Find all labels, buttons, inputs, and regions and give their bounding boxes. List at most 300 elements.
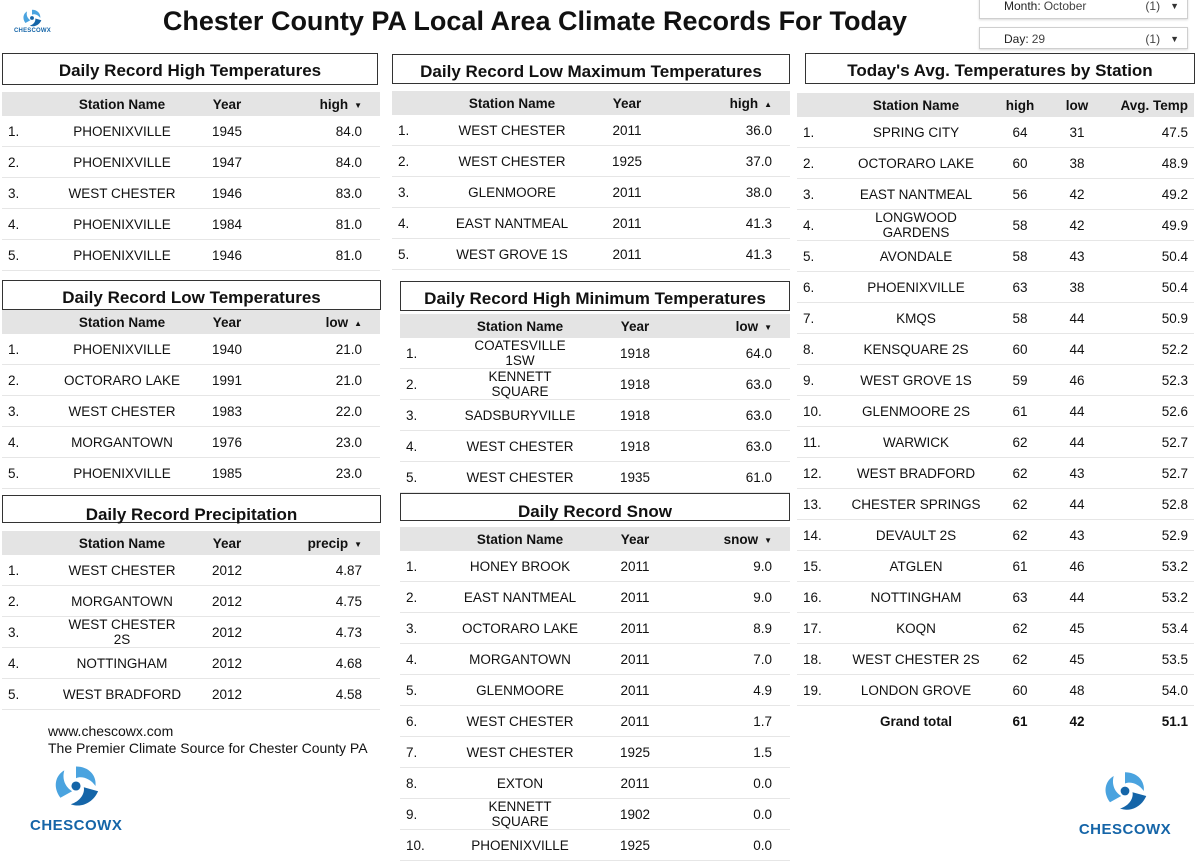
row-number: 12. xyxy=(797,458,841,489)
column-header-value[interactable] xyxy=(682,91,790,115)
table-row xyxy=(2,334,380,365)
record-year: 2011 xyxy=(580,644,690,675)
record-value: 4.73 xyxy=(272,617,380,648)
column-header-high[interactable]: high xyxy=(991,93,1049,117)
table-row xyxy=(797,148,1194,179)
station-name: SPRING CITY xyxy=(841,117,991,148)
low-value: 46 xyxy=(1049,551,1105,582)
row-number: 4. xyxy=(2,648,62,679)
low-value: 45 xyxy=(1049,613,1105,644)
table-row xyxy=(400,737,790,768)
table-row xyxy=(2,209,380,240)
station-name: PHOENIXVILLE xyxy=(460,830,580,861)
row-number: 1. xyxy=(392,115,452,146)
high-value: 58 xyxy=(991,303,1049,334)
record-year: 1902 xyxy=(580,799,690,830)
row-number: 10. xyxy=(400,830,460,861)
row-number: 3. xyxy=(2,396,62,427)
table-row xyxy=(400,338,790,369)
record-year: 1918 xyxy=(580,369,690,400)
record-value: 4.58 xyxy=(272,679,380,710)
low-value: 45 xyxy=(1049,644,1105,675)
station-name: WEST CHESTER xyxy=(452,115,572,146)
record-year: 2011 xyxy=(572,115,682,146)
column-header-low[interactable]: low xyxy=(1049,93,1105,117)
row-number: 8. xyxy=(797,334,841,365)
row-number: 5. xyxy=(400,675,460,706)
station-name: WEST GROVE 1S xyxy=(452,239,572,270)
record-year: 2012 xyxy=(182,648,272,679)
record-value: 83.0 xyxy=(272,178,380,209)
station-name: NOTTINGHAM xyxy=(841,582,991,613)
record-value: 0.0 xyxy=(690,799,790,830)
avg-value: 53.2 xyxy=(1105,551,1194,582)
tagline: The Premier Climate Source for Chester County PA xyxy=(48,740,368,756)
record-value: 61.0 xyxy=(690,462,790,493)
station-name: PHOENIXVILLE xyxy=(62,209,182,240)
row-number: 4. xyxy=(392,208,452,239)
column-header-label: Year xyxy=(212,96,242,112)
column-header-station[interactable] xyxy=(62,310,182,334)
record-value: 36.0 xyxy=(682,115,790,146)
row-number: 3. xyxy=(400,613,460,644)
record-value: 23.0 xyxy=(272,427,380,458)
table-row xyxy=(797,644,1194,675)
avg-value: 53.5 xyxy=(1105,644,1194,675)
row-number: 5. xyxy=(797,241,841,272)
header-row xyxy=(392,91,790,115)
station-name: SADSBURYVILLE xyxy=(460,400,580,431)
column-header-avg[interactable]: Avg. Temp xyxy=(1105,93,1194,117)
avg-value: 52.8 xyxy=(1105,489,1194,520)
high-value: 61 xyxy=(991,551,1049,582)
column-header-year[interactable] xyxy=(580,314,690,338)
month-filter-value: October xyxy=(1043,0,1087,13)
station-name: MORGANTOWN xyxy=(62,427,182,458)
high-value: 59 xyxy=(991,365,1049,396)
row-number: 3. xyxy=(2,178,62,209)
station-name: GLENMOORE xyxy=(452,177,572,208)
station-name: KENNETT SQUARE xyxy=(460,369,580,400)
column-header-value[interactable] xyxy=(272,531,380,555)
sort-descending-icon: ▼ xyxy=(764,322,772,332)
low-value: 43 xyxy=(1049,241,1105,272)
record-year: 1984 xyxy=(182,209,272,240)
day-filter[interactable] xyxy=(979,27,1188,49)
column-header-year[interactable] xyxy=(182,92,272,116)
station-name: EXTON xyxy=(460,768,580,799)
column-header-value[interactable] xyxy=(690,527,790,551)
low-value: 38 xyxy=(1049,148,1105,179)
record-value: 37.0 xyxy=(682,146,790,177)
column-header-station[interactable] xyxy=(452,91,572,115)
record-year: 1925 xyxy=(580,737,690,768)
column-header-label: Year xyxy=(612,95,642,111)
record-value: 81.0 xyxy=(272,240,380,271)
table-row xyxy=(797,303,1194,334)
high-value: 60 xyxy=(991,334,1049,365)
header-row xyxy=(2,92,380,116)
station-name: GLENMOORE xyxy=(460,675,580,706)
low-value: 38 xyxy=(1049,272,1105,303)
record-value: 7.0 xyxy=(690,644,790,675)
table-row xyxy=(797,179,1194,210)
record-value: 41.3 xyxy=(682,208,790,239)
logo-small xyxy=(14,8,50,34)
column-header-year[interactable] xyxy=(182,310,272,334)
station-name: WARWICK xyxy=(841,427,991,458)
sort-ascending-icon: ▲ xyxy=(764,99,772,109)
record-value: 4.9 xyxy=(690,675,790,706)
column-header-station[interactable] xyxy=(460,314,580,338)
station-name: WEST CHESTER xyxy=(460,706,580,737)
row-number: 9. xyxy=(400,799,460,830)
low-value: 44 xyxy=(1049,489,1105,520)
row-number: 10. xyxy=(797,396,841,427)
row-number: 5. xyxy=(392,239,452,270)
station-name: LONGWOOD GARDENS xyxy=(841,210,991,241)
table-row xyxy=(392,146,790,177)
record-year: 2012 xyxy=(182,586,272,617)
high-value: 62 xyxy=(991,427,1049,458)
table-row xyxy=(797,489,1194,520)
rank-header xyxy=(392,91,452,115)
record-year: 1946 xyxy=(182,240,272,271)
high-value: 58 xyxy=(991,210,1049,241)
station-name: WEST CHESTER xyxy=(452,146,572,177)
row-number: 1. xyxy=(400,338,460,369)
row-number: 2. xyxy=(2,586,62,617)
logo-bottom-left xyxy=(30,762,122,834)
station-name: MORGANTOWN xyxy=(460,644,580,675)
table-row xyxy=(392,115,790,146)
avg-value: 53.2 xyxy=(1105,582,1194,613)
row-number: 7. xyxy=(400,737,460,768)
column-header-label: Station Name xyxy=(476,531,564,547)
row-number: 2. xyxy=(2,365,62,396)
row-number: 5. xyxy=(2,458,62,489)
footer-text xyxy=(48,723,368,757)
table-row xyxy=(400,768,790,799)
table-row xyxy=(797,396,1194,427)
station-name: OCTORARO LAKE xyxy=(62,365,182,396)
column-header-label: snow xyxy=(723,531,759,547)
row-number: 3. xyxy=(797,179,841,210)
table-row xyxy=(2,458,380,489)
low-max-table xyxy=(392,91,790,270)
station-name: PHOENIXVILLE xyxy=(62,240,182,271)
column-header-label: Station Name xyxy=(78,96,166,112)
record-value: 9.0 xyxy=(690,582,790,613)
total-avg: 51.1 xyxy=(1161,713,1188,729)
station-name: HONEY BROOK xyxy=(460,551,580,582)
station-name: MORGANTOWN xyxy=(62,586,182,617)
total-low: 42 xyxy=(1069,713,1085,729)
table-row xyxy=(400,830,790,861)
record-value: 38.0 xyxy=(682,177,790,208)
row-number: 15. xyxy=(797,551,841,582)
record-value: 1.7 xyxy=(690,706,790,737)
column-header-label: high xyxy=(729,95,759,111)
table-row xyxy=(797,210,1194,241)
record-year: 2011 xyxy=(572,239,682,270)
table-row xyxy=(2,648,380,679)
station-name: EAST NANTMEAL xyxy=(841,179,991,210)
column-header-label: Station Name xyxy=(78,314,166,330)
chevron-down-icon: ▼ xyxy=(1170,1,1179,11)
record-value: 23.0 xyxy=(272,458,380,489)
row-number xyxy=(797,706,841,737)
station-name: WEST CHESTER xyxy=(62,396,182,427)
column-header-station[interactable]: Station Name xyxy=(841,93,991,117)
header-row xyxy=(400,314,790,338)
avg-value: 52.6 xyxy=(1105,396,1194,427)
row-number: 4. xyxy=(400,431,460,462)
row-number: 8. xyxy=(400,768,460,799)
station-name: WEST BRADFORD xyxy=(841,458,991,489)
high-temps-title: Daily Record High Temperatures xyxy=(2,53,378,85)
record-year: 2012 xyxy=(182,555,272,586)
row-number: 1. xyxy=(2,116,62,147)
snow-table xyxy=(400,527,790,861)
high-value: 62 xyxy=(991,613,1049,644)
low-max-title: Daily Record Low Maximum Temperatures xyxy=(392,54,790,84)
sort-descending-icon: ▼ xyxy=(354,100,362,110)
table-row xyxy=(2,365,380,396)
row-number: 1. xyxy=(2,334,62,365)
station-name: COATESVILLE 1SW xyxy=(460,338,580,369)
avg-value: 52.3 xyxy=(1105,365,1194,396)
row-number: 6. xyxy=(797,272,841,303)
rank-header xyxy=(400,527,460,551)
table-row xyxy=(400,369,790,400)
high-value: 62 xyxy=(991,520,1049,551)
high-value: 62 xyxy=(991,644,1049,675)
row-number: 5. xyxy=(400,462,460,493)
avg-temps-table xyxy=(797,93,1194,736)
high-value: 58 xyxy=(991,241,1049,272)
station-name: LONDON GROVE xyxy=(841,675,991,706)
record-year: 2012 xyxy=(182,617,272,648)
low-value: 44 xyxy=(1049,427,1105,458)
station-name: PHOENIXVILLE xyxy=(841,272,991,303)
row-number: 2. xyxy=(400,369,460,400)
low-value: 44 xyxy=(1049,334,1105,365)
high-value: 62 xyxy=(991,458,1049,489)
avg-value: 49.9 xyxy=(1105,210,1194,241)
column-header-station[interactable] xyxy=(460,527,580,551)
record-value: 84.0 xyxy=(272,116,380,147)
low-value: 43 xyxy=(1049,458,1105,489)
row-number: 3. xyxy=(2,617,62,648)
day-filter-count: (1) xyxy=(1145,32,1161,46)
rank-header xyxy=(2,531,62,555)
record-value: 1.5 xyxy=(690,737,790,768)
avg-value: 52.2 xyxy=(1105,334,1194,365)
column-header-label: Year xyxy=(620,318,650,334)
table-row xyxy=(2,586,380,617)
high-value: 63 xyxy=(991,582,1049,613)
record-value: 21.0 xyxy=(272,365,380,396)
low-value: 44 xyxy=(1049,303,1105,334)
record-value: 22.0 xyxy=(272,396,380,427)
rank-header xyxy=(797,93,841,117)
column-header-value[interactable] xyxy=(272,92,380,116)
table-row xyxy=(797,272,1194,303)
record-year: 1925 xyxy=(572,146,682,177)
column-header-label: Station Name xyxy=(468,95,556,111)
row-number: 2. xyxy=(2,147,62,178)
day-filter-label: Day: xyxy=(1004,32,1029,46)
station-name: DEVAULT 2S xyxy=(841,520,991,551)
table-row xyxy=(2,240,380,271)
record-year: 1946 xyxy=(182,178,272,209)
record-value: 0.0 xyxy=(690,830,790,861)
record-year: 2012 xyxy=(182,679,272,710)
row-number: 3. xyxy=(400,400,460,431)
high-min-table xyxy=(400,314,790,493)
record-value: 41.3 xyxy=(682,239,790,270)
record-year: 1983 xyxy=(182,396,272,427)
record-value: 8.9 xyxy=(690,613,790,644)
record-year: 1940 xyxy=(182,334,272,365)
table-row xyxy=(797,427,1194,458)
station-name: PHOENIXVILLE xyxy=(62,334,182,365)
column-header-year[interactable] xyxy=(580,527,690,551)
low-value: 44 xyxy=(1049,582,1105,613)
precip-table xyxy=(2,531,380,710)
avg-value: 48.9 xyxy=(1105,148,1194,179)
table-row xyxy=(400,799,790,830)
station-name: KOQN xyxy=(841,613,991,644)
column-header-label: low xyxy=(735,318,759,334)
row-number: 5. xyxy=(2,240,62,271)
low-value: 46 xyxy=(1049,365,1105,396)
row-number: 4. xyxy=(2,427,62,458)
avg-value: 50.4 xyxy=(1105,272,1194,303)
logo-text: CHESCOWX xyxy=(30,817,123,834)
month-filter-count: (1) xyxy=(1145,0,1161,13)
column-header-label: Year xyxy=(620,531,650,547)
record-value: 9.0 xyxy=(690,551,790,582)
column-header-label: Year xyxy=(212,314,242,330)
avg-temps-title: Today's Avg. Temperatures by Station xyxy=(805,53,1195,84)
table-row xyxy=(797,458,1194,489)
column-header-station[interactable] xyxy=(62,92,182,116)
table-row xyxy=(797,520,1194,551)
row-number: 5. xyxy=(2,679,62,710)
record-value: 63.0 xyxy=(690,431,790,462)
avg-value: 53.4 xyxy=(1105,613,1194,644)
row-number: 9. xyxy=(797,365,841,396)
high-min-title: Daily Record High Minimum Temperatures xyxy=(400,281,790,311)
station-name: EAST NANTMEAL xyxy=(452,208,572,239)
station-name: PHOENIXVILLE xyxy=(62,147,182,178)
header-row xyxy=(2,310,380,334)
record-year: 1991 xyxy=(182,365,272,396)
station-name: NOTTINGHAM xyxy=(62,648,182,679)
table-row xyxy=(2,116,380,147)
table-row xyxy=(2,555,380,586)
sort-descending-icon: ▼ xyxy=(764,535,772,545)
high-value: 60 xyxy=(991,675,1049,706)
row-number: 1. xyxy=(400,551,460,582)
avg-value: 54.0 xyxy=(1105,675,1194,706)
chescowx-logo-icon xyxy=(21,8,43,28)
table-row xyxy=(2,396,380,427)
row-number: 4. xyxy=(400,644,460,675)
station-name: OCTORARO LAKE xyxy=(841,148,991,179)
row-number: 2. xyxy=(400,582,460,613)
month-filter-label: Month: xyxy=(1004,0,1041,13)
day-filter-value: 29 xyxy=(1031,32,1046,46)
row-number: 14. xyxy=(797,520,841,551)
low-value: 48 xyxy=(1049,675,1105,706)
row-number: 3. xyxy=(392,177,452,208)
station-name: WEST CHESTER xyxy=(460,462,580,493)
column-header-year[interactable] xyxy=(182,531,272,555)
table-row xyxy=(797,241,1194,272)
station-name: WEST CHESTER xyxy=(460,737,580,768)
rank-header xyxy=(2,310,62,334)
record-value: 81.0 xyxy=(272,209,380,240)
station-name: ATGLEN xyxy=(841,551,991,582)
record-year: 2011 xyxy=(580,706,690,737)
column-header-label: low xyxy=(325,314,349,330)
column-header-station[interactable] xyxy=(62,531,182,555)
station-name: OCTORARO LAKE xyxy=(460,613,580,644)
table-row xyxy=(400,462,790,493)
low-value: 43 xyxy=(1049,520,1105,551)
table-row xyxy=(400,675,790,706)
site-link[interactable]: www.chescowx.com xyxy=(48,723,174,739)
avg-value: 49.2 xyxy=(1105,179,1194,210)
record-year: 1945 xyxy=(182,116,272,147)
page-title: Chester County PA Local Area Climate Records For Today xyxy=(162,6,908,36)
header-row xyxy=(2,531,380,555)
rank-header xyxy=(400,314,460,338)
low-value: 42 xyxy=(1049,210,1105,241)
row-number: 2. xyxy=(392,146,452,177)
avg-value: 52.9 xyxy=(1105,520,1194,551)
high-value: 56 xyxy=(991,179,1049,210)
logo-text: CHESCOWX xyxy=(1078,821,1172,838)
record-year: 2011 xyxy=(572,208,682,239)
record-year: 2011 xyxy=(580,675,690,706)
record-value: 21.0 xyxy=(272,334,380,365)
low-temps-table xyxy=(2,310,380,489)
table-row xyxy=(392,177,790,208)
table-row xyxy=(2,617,380,648)
station-name: PHOENIXVILLE xyxy=(62,116,182,147)
station-name: AVONDALE xyxy=(841,241,991,272)
table-row xyxy=(2,178,380,209)
table-row xyxy=(797,117,1194,148)
header-row xyxy=(400,527,790,551)
row-number: 1. xyxy=(2,555,62,586)
record-year: 1918 xyxy=(580,338,690,369)
row-number: 17. xyxy=(797,613,841,644)
column-header-value[interactable] xyxy=(272,310,380,334)
table-row xyxy=(400,582,790,613)
station-name: EAST NANTMEAL xyxy=(460,582,580,613)
table-row xyxy=(400,551,790,582)
column-header-value[interactable] xyxy=(690,314,790,338)
column-header-year[interactable] xyxy=(572,91,682,115)
table-row xyxy=(392,208,790,239)
record-value: 4.68 xyxy=(272,648,380,679)
month-filter[interactable] xyxy=(979,0,1188,19)
